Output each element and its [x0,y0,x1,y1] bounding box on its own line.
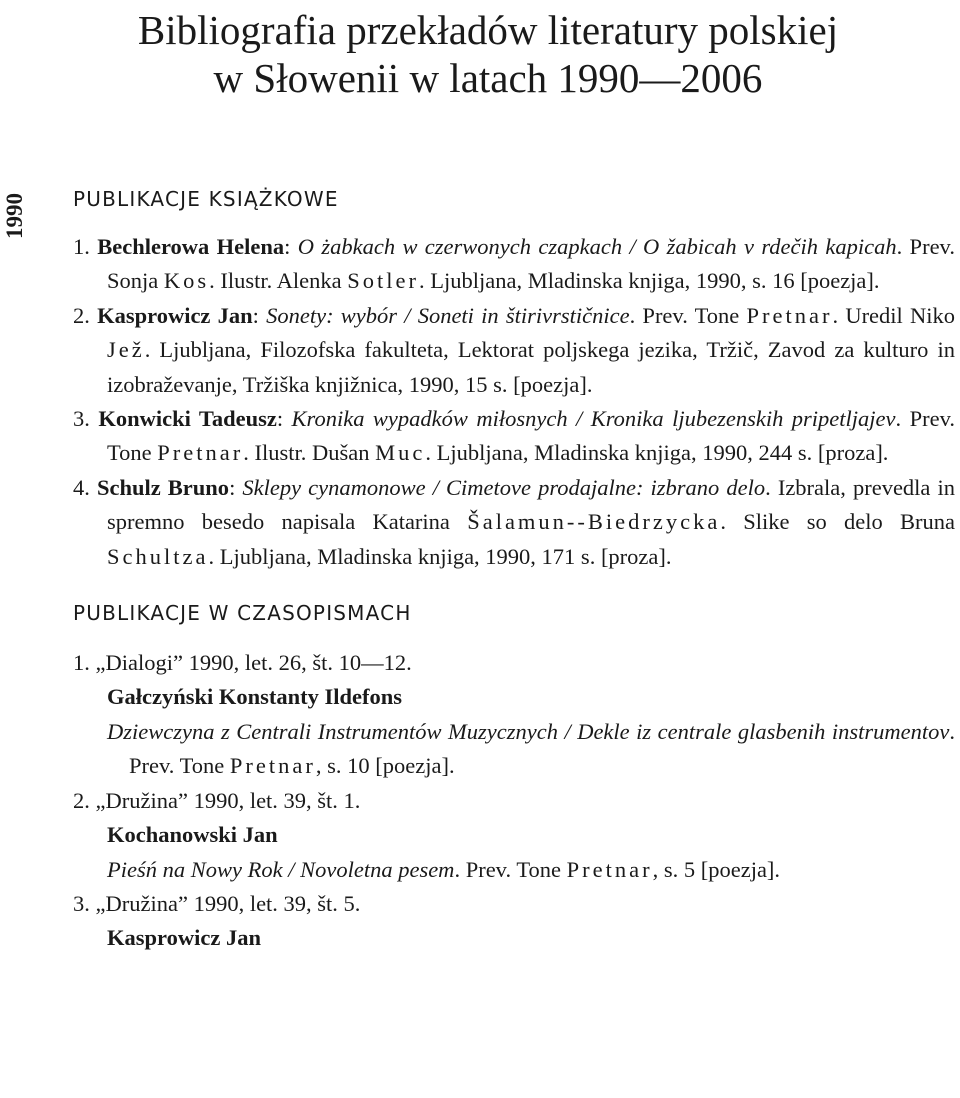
entry-text: . Uredil Niko [832,302,956,328]
work-text: . Prev. Tone [454,856,567,882]
entry-number: 4. [73,474,97,500]
entry-name: Pretnar [157,440,244,466]
periodical-author: Kochanowski Jan [107,822,278,848]
entry-number: 3. [73,406,99,432]
entry-text: . Ilustr. Dušan [243,440,376,466]
year-label: 1990 [2,193,27,239]
entry-name: Schultza [107,543,209,569]
work-title: Pieśń na Nowy Rok / Novoletna pesem [107,856,455,882]
work-translator: Pretnar [229,753,316,779]
book-entry-1: 1. Bechlerowa Helena: O żabkach w czerwonych czapkach / O žabicah v rdečih kapicah. Prev. Sonja Kos. Ilustr. Alenka Sotler. Ljubljana, Mladinska knjiga, 1990, s. 16 [poezja]. [73,234,955,294]
entry-text: . Prev. Tone [629,302,747,328]
entry-text: . Ljubljana, Mladinska knjiga, 1990, 244 s. [proza]. [425,440,889,466]
work-text: , s. 10 [poezja]. [315,753,455,779]
entry-author: Schulz Bruno [96,474,230,500]
entry-text: . Ilustr. Alenka [209,268,348,294]
book-entry-2: 2. Kasprowicz Jan: Sonety: wybór / Soneti in štirivrstičnice. Prev. Tone Pretnar. Uredil Niko Jež. Ljubljana, Filozofska fakulteta, Lektorat poljskega jezika, Tržič, Zavod za kulturo in izobraževanje, Tržiška knjižnica, 1990, 15 s. [poezja]. [73,302,956,397]
work-text: , s. 5 [poezja]. [652,856,781,882]
entry-name: Sotler [347,268,420,294]
periodical-author: Kasprowicz Jan [107,925,261,951]
entry-number: 2. [73,302,98,328]
book-entry-3: 3. Konwicki Tadeusz: Kronika wypadków miłosnych / Kronika ljubezenskih pripetljajev. Prev. Tone Pretnar. Ilustr. Dušan Muc. Ljubljana, Mladinska knjiga, 1990, 244 s. [proza]. [73,406,955,466]
periodical-entry-3 [73,887,955,956]
title-line-1: Bibliografia przekładów literatury polskiej [137,7,839,53]
book-entry-4: 4. Schulz Bruno: Sklepy cynamonowe / Cimetove prodajalne: izbrano delo. Izbrala, prevedla in spremno besedo napisala Katarina Šalamun--Biedrzycka. Slike so delo Bruna Schultza. Ljubljana, Mladinska knjiga, 1990, 171 s. [proza]. [73,474,956,569]
entry-text: . Ljubljana, Mladinska knjiga, 1990, s. 16 [poezja]. [419,268,880,294]
entry-text: . Prev. Sonja [107,234,955,294]
year-tab [2,186,28,246]
entry-text: . Slike so delo Bruna [720,509,956,535]
entry-text: . Prev. Tone [107,406,955,466]
periodical-source: 2. „Družina” 1990, let. 39, št. 1. [73,787,361,813]
periodical-entry-1 [73,646,955,784]
entry-number: 1. [73,234,98,259]
work-title: Dziewczyna z Centrali Instrumentów Muzycznych / Dekle iz centrale glasbenih instrumentov [107,718,950,744]
work-translator: Pretnar [566,856,653,882]
periodical-source: 1. „Dialogi” 1990, let. 26, št. 10—12. [73,650,412,676]
bibliography-content [73,182,955,956]
section-heading-periodicals: PUBLIKACJE W CZASOPISMACH [73,601,412,626]
entry-name: Jež [107,337,145,363]
entry-text: . Izbrala, prevedla in spremno besedo napisala Katarina [107,474,955,535]
periodical-author: Gałczyński Konstanty Ildefons [107,684,403,710]
periodical-work [73,715,955,784]
title-line-2: w Słowenii w latach 1990—2006 [213,55,763,101]
entry-title: Kronika wypadków miłosnych / Kronika ljubezenskih pripetljajev [291,406,896,432]
section-heading-books: PUBLIKACJE KSIĄŻKOWE [73,187,339,211]
entry-author: Konwicki Tadeusz [98,406,277,432]
periodical-source: 3. „Družina” 1990, let. 39, št. 5. [73,890,361,916]
work-text: . Prev. Tone [129,718,955,779]
periodicals-list [73,646,955,956]
periodical-work [73,853,955,887]
entry-name: Kos [163,268,210,294]
entry-author: Bechlerowa Helena [97,234,285,259]
entry-name: Šalamun--Biedrzycka [467,509,721,535]
entry-text: . Ljubljana, Mladinska knjiga, 1990, 171 s. [proza]. [208,543,672,569]
entry-title: Sklepy cynamonowe / Cimetove prodajalne: izbrano delo [242,474,766,500]
entry-text: . Ljubljana, Filozofska fakulteta, Lektorat poljskega jezika, Tržič, Zavod za kulturo in izobraževanje, Tržiška knjižnica, 1990, 15 s. [poezja]. [107,337,955,397]
entry-name: Pretnar [746,302,833,328]
entry-name: Muc [375,440,426,466]
periodical-entry-2 [73,784,955,887]
entry-title: O żabkach w czerwonych czapkach / O žabicah v rdečih kapicah [297,234,897,259]
page-title [28,6,948,102]
entry-author: Kasprowicz Jan [97,302,253,328]
entry-title: Sonety: wybór / Soneti in štirivrstičnice [266,302,630,328]
books-list [73,230,955,574]
